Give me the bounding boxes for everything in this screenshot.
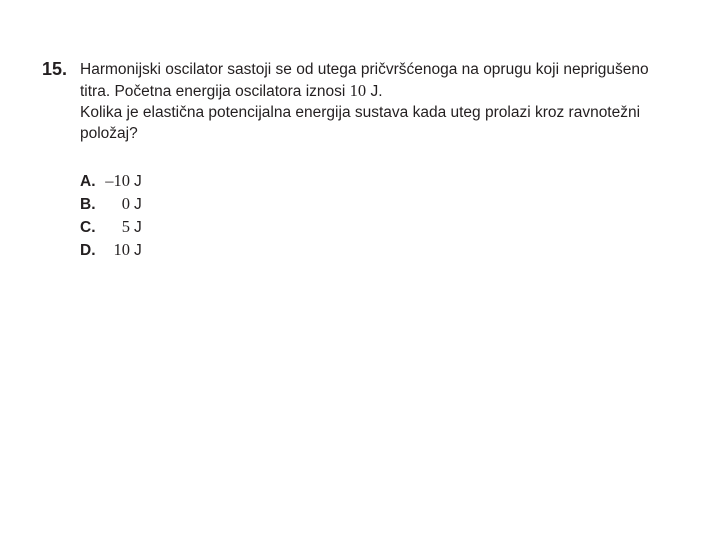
question-line-3: Kolika je elastična potencijalna energija sustava kada uteg prolazi kroz ravnotežni [80,104,641,121]
question-line-1: Harmonijski oscilator sastoji se od utega pričvršćenoga na oprugu koji neprigušeno [80,61,649,78]
question-line-4: položaj? [80,125,138,142]
option-a[interactable] [80,169,142,192]
option-letter: A. [80,173,96,190]
option-unit: J [134,173,142,190]
question-text [80,59,710,144]
option-value: –10 [105,171,130,190]
option-d[interactable] [80,238,142,261]
option-unit: J [134,219,142,236]
option-letter: D. [80,242,96,259]
option-value: 0 [121,194,130,213]
option-b[interactable] [80,192,142,215]
question-line-2-unit: J. [366,83,383,100]
option-unit: J [134,242,142,259]
option-letter: C. [80,219,96,236]
option-value: 5 [121,217,130,236]
question-line-2 [80,80,710,102]
initial-energy-value: 10 [349,81,367,100]
option-unit: J [134,196,142,213]
option-letter: B. [80,196,96,213]
option-c[interactable] [80,215,142,238]
question-line-2-text: titra. Početna energija oscilatora iznosi [80,83,350,100]
answer-options [80,169,142,261]
question-number: 15. [42,59,68,79]
option-value: 10 [113,240,130,259]
